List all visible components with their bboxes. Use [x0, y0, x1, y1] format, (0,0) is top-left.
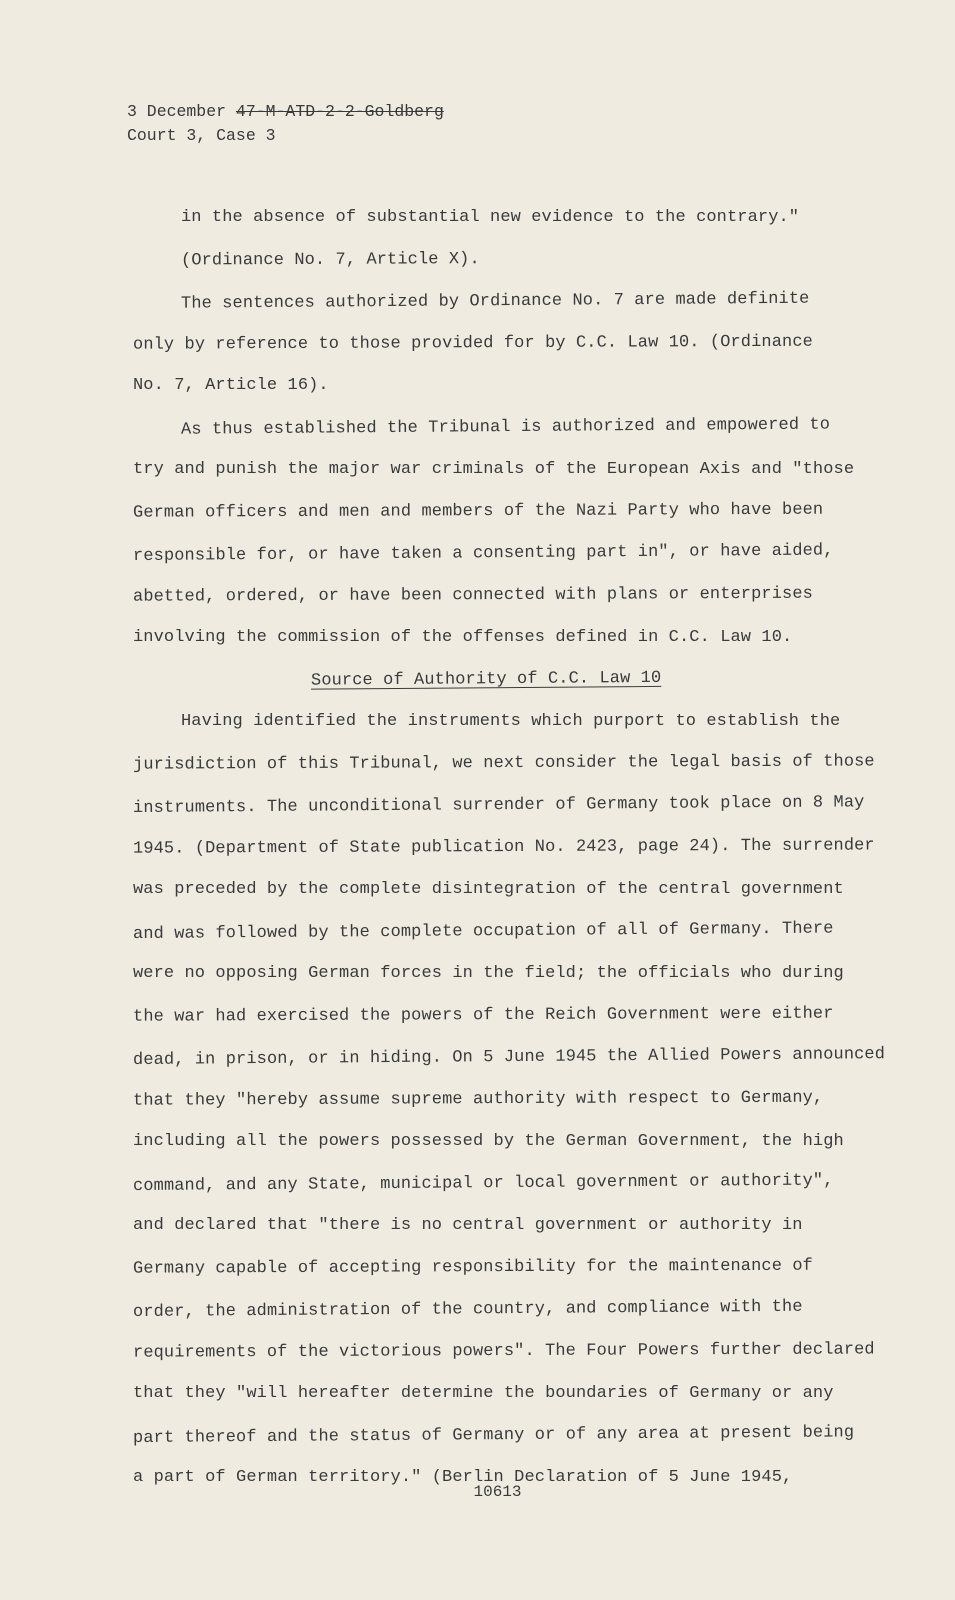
- text-line: Germany capable of accepting responsibility for the maintenance of: [132, 1256, 813, 1279]
- text-line: requirements of the victorious powers". The Four Powers further declared: [132, 1340, 875, 1363]
- text-line: As thus established the Tribunal is authorized and empowered to: [180, 415, 831, 440]
- text-line: (Ordinance No. 7, Article X).: [180, 250, 480, 271]
- text-line: The sentences authorized by Ordinance No. 7 are made definite: [180, 289, 810, 314]
- text-line: part thereof and the status of Germany or of any area at present being: [132, 1423, 855, 1449]
- text-line: try and punish the major war criminals of the European Axis and "those: [133, 460, 855, 479]
- document-body: [133, 197, 903, 1499]
- header-date-line: [127, 100, 444, 124]
- text-line: order, the administration of the country, and compliance with the: [132, 1297, 803, 1323]
- text-line: responsible for, or have taken a consenting part in", or have aided,: [132, 541, 834, 567]
- header-struck-reference: 47-M-ATD-2-2-Goldberg: [235, 102, 444, 121]
- text-line: instruments. The unconditional surrender of Germany took place on 8 May: [132, 793, 865, 819]
- text-line: was preceded by the complete disintegration of the central government: [133, 880, 844, 899]
- section-heading: [133, 656, 903, 704]
- text-line: command, and any State, municipal or local government or authority",: [132, 1171, 834, 1197]
- text-line: No. 7, Article 16).: [133, 376, 329, 395]
- text-line: that they "hereby assume supreme authority with respect to Germany,: [132, 1088, 824, 1111]
- text-line: in the absence of substantial new evidence to the contrary.": [181, 208, 800, 227]
- text-line: that they "will hereafter determine the boundaries of Germany or any: [133, 1384, 834, 1403]
- text-line: abetted, ordered, or have been connected with plans or enterprises: [132, 584, 813, 607]
- text-line: including all the powers possessed by the German Government, the high: [133, 1132, 844, 1151]
- text-line: the war had exercised the powers of the Reich Government were either: [132, 1004, 834, 1027]
- header-court: Court 3, Case 3: [127, 126, 276, 145]
- text-line: German officers and men and members of the Nazi Party who have been: [132, 500, 824, 523]
- section-heading-text: Source of Authority of C.C. Law 10: [310, 668, 662, 691]
- text-line: were no opposing German forces in the field; the officials who during: [133, 964, 844, 983]
- header-date: 3 December: [127, 102, 236, 121]
- text-line: dead, in prison, or in hiding. On 5 June 1945 the Allied Powers announced: [132, 1045, 886, 1071]
- text-line: only by reference to those provided for by C.C. Law 10. (Ordinance: [132, 332, 813, 355]
- page-header: [127, 100, 444, 148]
- page-number: 10613: [473, 1483, 522, 1501]
- text-line: 1945. (Department of State publication No. 2423, page 24). The surrender: [132, 836, 875, 859]
- text-line: a part of German territory." (Berlin Declaration of 5 June 1945,: [133, 1468, 793, 1487]
- text-line: jurisdiction of this Tribunal, we next consider the legal basis of those: [132, 752, 875, 775]
- text-line: involving the commission of the offenses defined in C.C. Law 10.: [133, 628, 793, 647]
- text-line: Having identified the instruments which purport to establish the: [181, 712, 841, 731]
- text-line: and was followed by the complete occupation of all of Germany. There: [132, 919, 834, 945]
- text-line: and declared that "there is no central government or authority in: [133, 1216, 803, 1235]
